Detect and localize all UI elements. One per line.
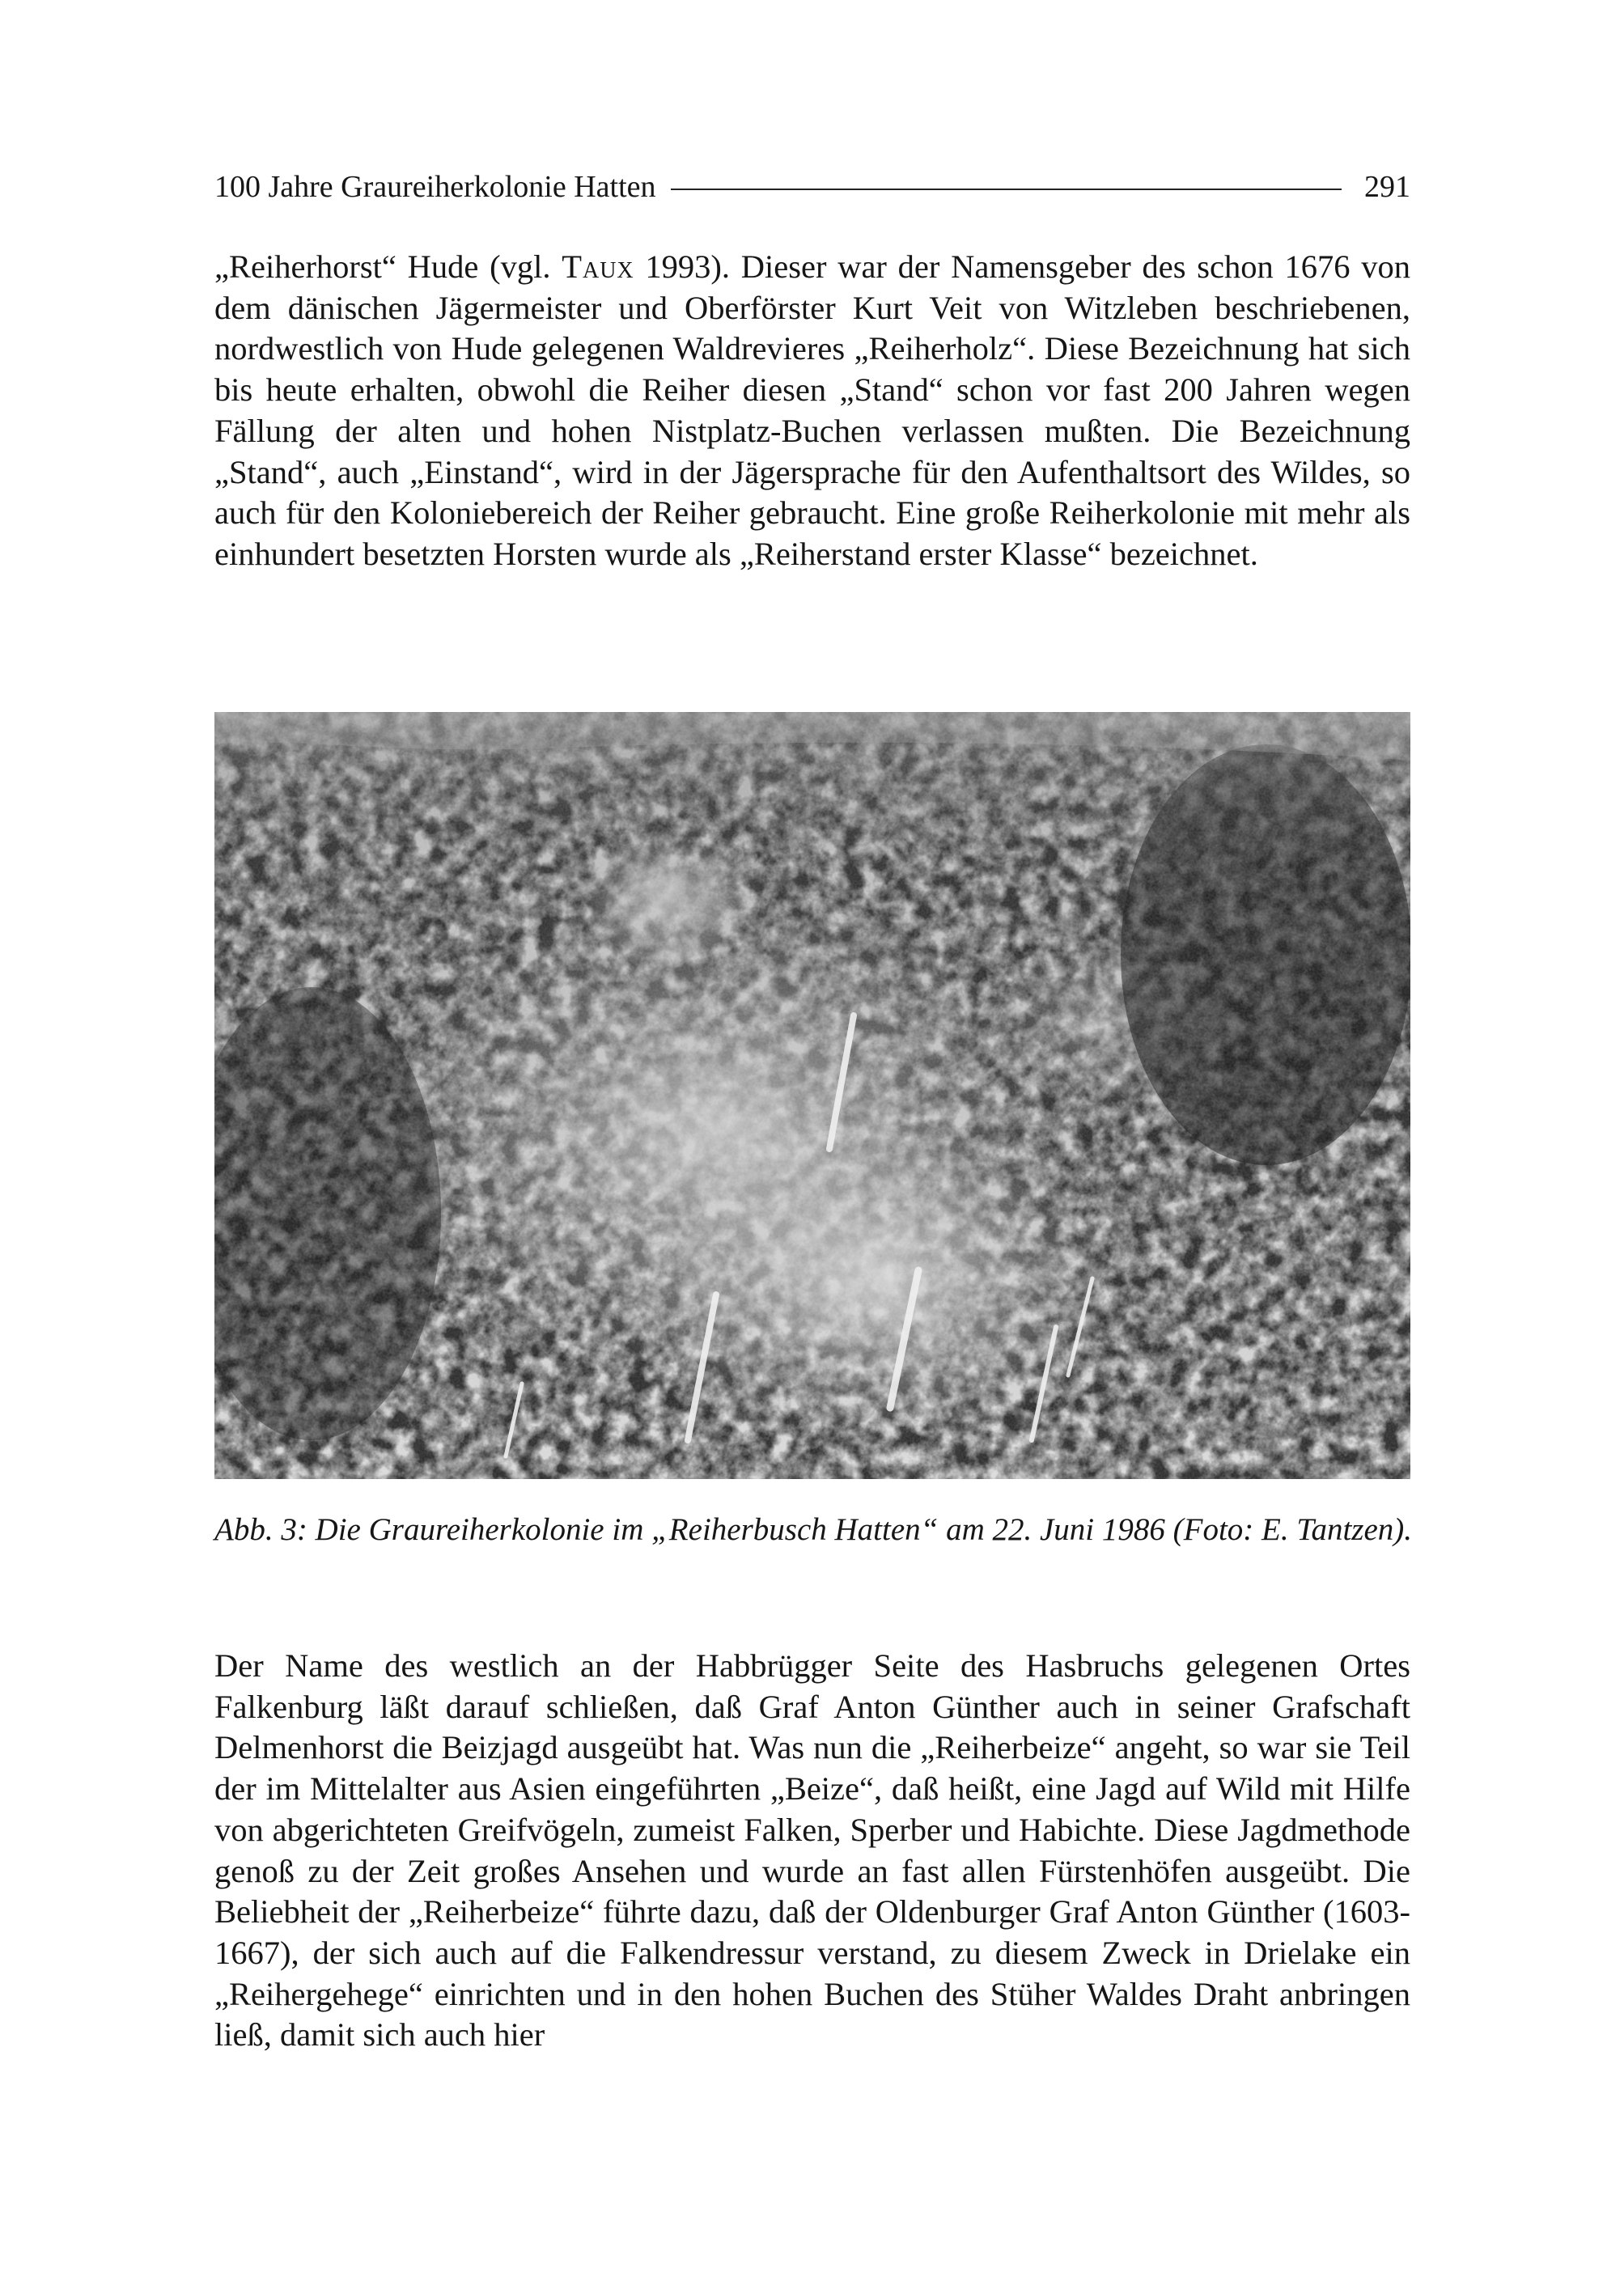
running-title: 100 Jahre Graureiherkolonie Hatten [214, 170, 656, 204]
figure-caption: Abb. 3: Die Graureiherkolonie im „Reiherbusch Hatten“ am 22. Juni 1986 (Foto: E. Tantzen). [214, 1512, 1413, 1547]
heron-colony-photo [214, 712, 1410, 1479]
paragraph-1-lead: „Reiherhorst“ Hude (vgl. [214, 248, 562, 285]
paragraph-1-rest: 1993). Dieser war der Namensgeber des schon 1676 von dem dänischen Jägermeister und Oberförster Kurt Veit von Witzleben beschriebenen, nordwestlich von Hude gelegenen Waldrevieres „Reiherholz“. Diese Bezeichnung hat sich bis heute erhalten, obwohl die Reiher diesen „Stand“ schon vor fast 200 Jahren wegen Fällung der alten und hohen Nistplatz-Buchen verlassen mußten. Die Bezeichnung „Stand“, auch „Einstand“, wird in der Jägersprache für den Aufenthaltsort des Wildes, so auch für den Koloniebereich der Reiher gebraucht. Eine große Reiherkolonie mit mehr als einhundert besetzten Horsten wurde als „Reiherstand erster Klasse“ bezeichnet. [214, 248, 1411, 572]
paragraph-reiherhorst [214, 247, 1410, 575]
page-header [214, 166, 1410, 208]
page-number: 291 [1364, 170, 1410, 204]
paragraph-reiherbeize: Der Name des westlich an der Habbrügger Seite des Hasbruchs gelegenen Ortes Falkenburg läßt darauf schließen, daß Graf Anton Günther auch in seiner Grafschaft Delmenhorst die Beizjagd ausgeübt hat. Was nun die „Reiherbeize“ angeht, so war sie Teil der im Mittelalter aus Asien eingeführten „Beize“, daß heißt, eine Jagd auf Wild mit Hilfe von abgerichteten Greifvögeln, zumeist Falken, Sperber und Habichte. Diese Jagdmethode genoß zu der Zeit großes Ansehen und wurde an fast allen Fürstenhöfen ausgeübt. Die Beliebheit der „Reiherbeize“ führte dazu, daß der Oldenburger Graf Anton Günther (1603-1667), der sich auch auf die Falkendressur verstand, zu diesem Zweck in Drielake ein „Reihergehege“ einrichten und in den hohen Buchen des Stüher Waldes Draht anbringen ließ, damit sich auch hier [214, 1647, 1410, 2054]
header-rule [671, 189, 1342, 190]
citation-author: Taux [562, 248, 634, 285]
